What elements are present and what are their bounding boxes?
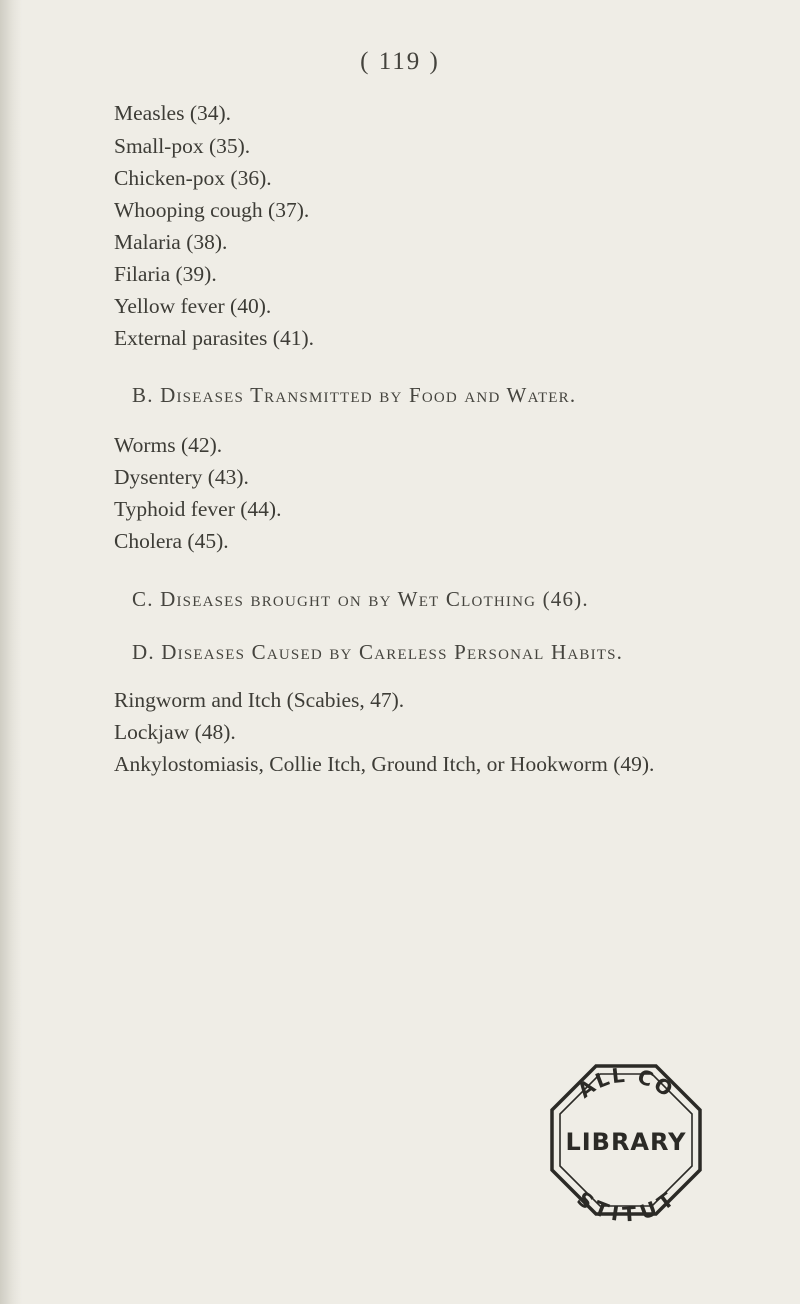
library-stamp xyxy=(538,1052,714,1228)
list-item: Whooping cough (37). xyxy=(114,198,310,222)
list-item: Chicken-pox (36). xyxy=(114,166,272,190)
list-item: External parasites (41). xyxy=(114,326,314,350)
list-item: Ringworm and Itch (Scabies, 47). xyxy=(114,688,405,712)
list-item: Ankylostomiasis, Collie Itch, Ground Itch, or Hookworm (49). xyxy=(114,752,655,776)
stamp-center-text: LIBRARY xyxy=(565,1128,687,1156)
list-item: Cholera (45). xyxy=(114,529,229,553)
list-item: Measles (34). xyxy=(114,101,232,125)
stamp-top-text: ALL CO xyxy=(572,1062,679,1103)
list-item: Small-pox (35). xyxy=(114,134,251,158)
list-item: Filaria (39). xyxy=(114,262,217,286)
section-c-heading: C. Diseases brought on by Wet Clothing (46). xyxy=(132,587,589,611)
page-number: ( 119 ) xyxy=(360,48,440,75)
section-b-heading: B. Diseases Transmitted by Food and Water. xyxy=(132,383,577,407)
section-d-heading: D. Diseases Caused by Careless Personal Habits. xyxy=(132,640,624,664)
list-item: Worms (42). xyxy=(114,433,223,457)
page-edge-shadow xyxy=(0,0,22,1304)
list-item: Yellow fever (40). xyxy=(114,294,272,318)
list-item: Dysentery (43). xyxy=(114,465,249,489)
list-item: Typhoid fever (44). xyxy=(114,497,282,521)
stamp-bottom-text: STITUT xyxy=(572,1186,680,1227)
list-item: Lockjaw (48). xyxy=(114,720,236,744)
list-item: Malaria (38). xyxy=(114,230,228,254)
